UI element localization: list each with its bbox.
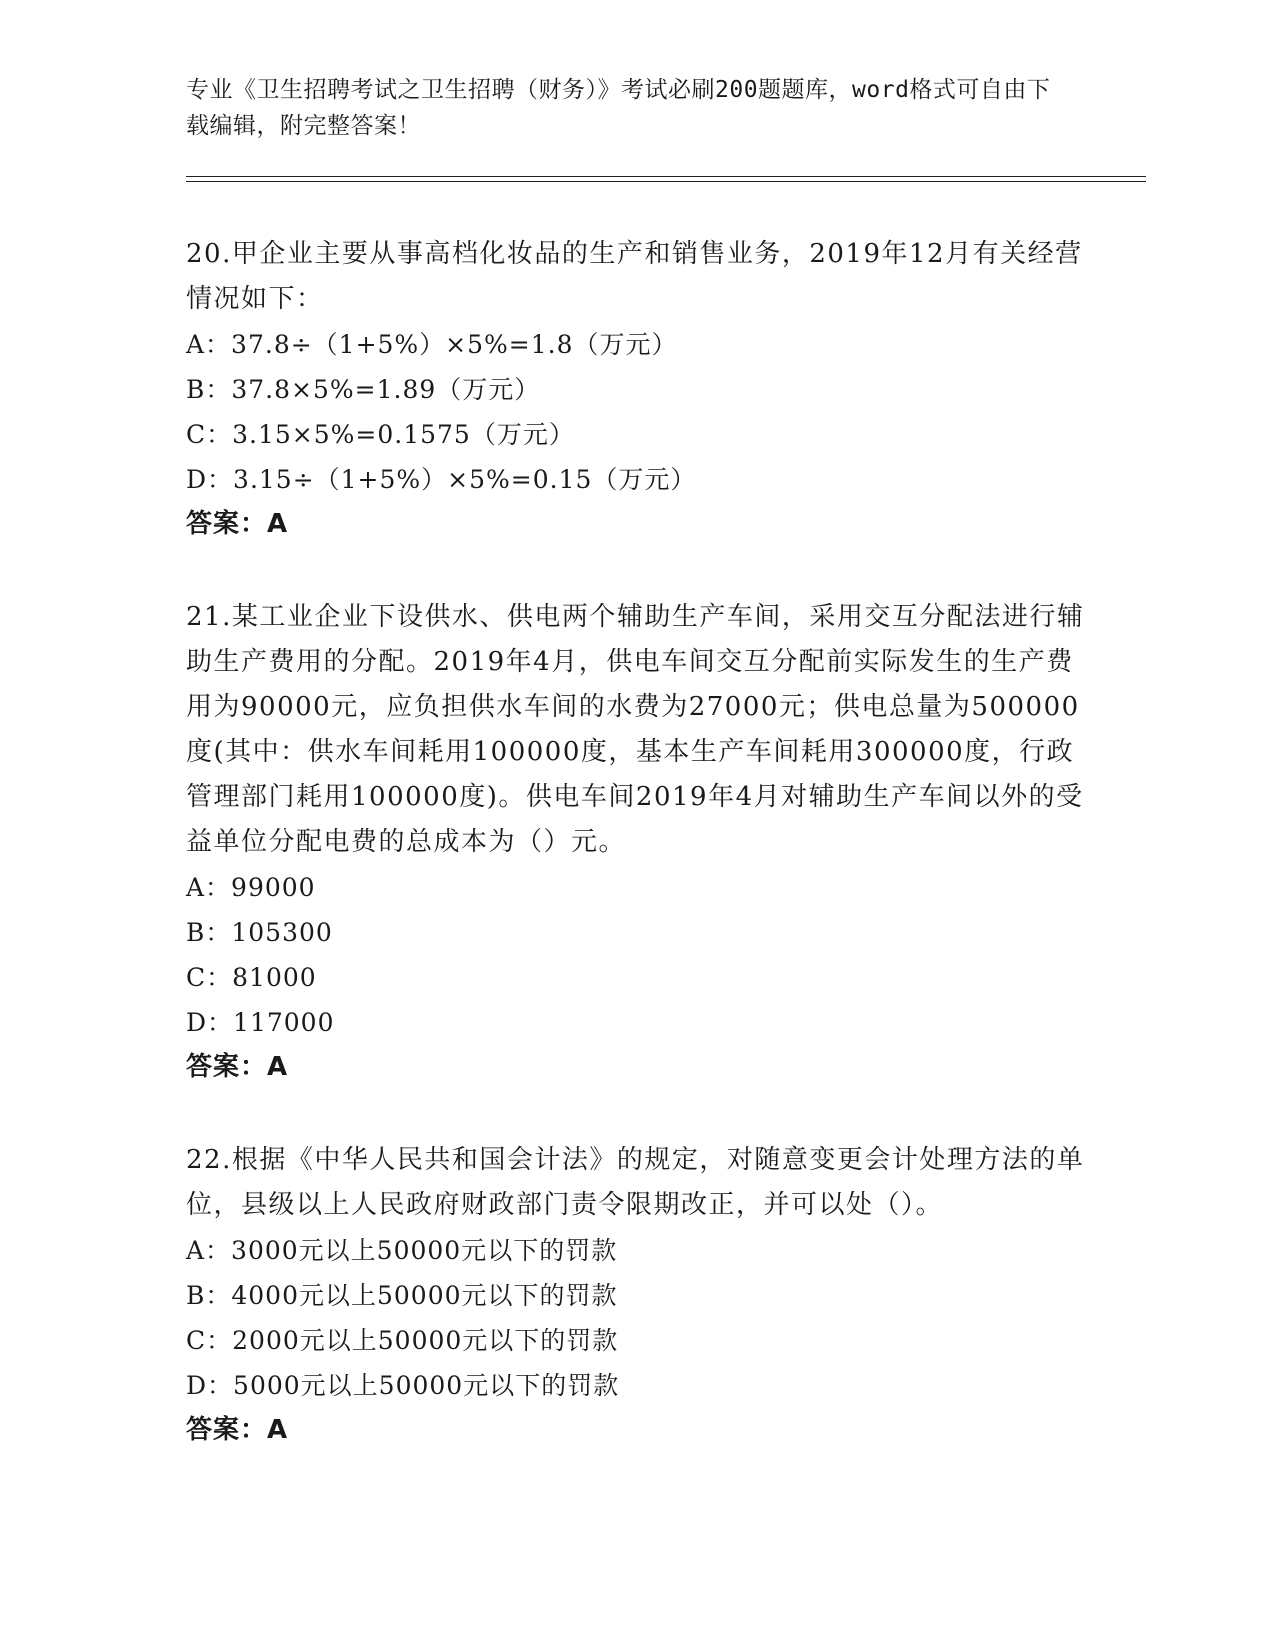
option-a: A：3000元以上50000元以下的罚款: [186, 1236, 618, 1265]
question-stem: 22.根据《中华人民共和国会计法》的规定，对随意变更会计处理方法的单位，县级以上人民政府财政部门责令限期改正，并可以处（）。: [186, 1145, 1085, 1220]
question-21: [186, 595, 1086, 1090]
answer-label: 答案：: [186, 509, 268, 539]
answer-line: [186, 1408, 1086, 1453]
option-d: D：3.15÷（1+5%）×5%=0.15（万元）: [186, 465, 697, 494]
option-c: C：2000元以上50000元以下的罚款: [186, 1326, 619, 1355]
option-c: C：3.15×5%=0.1575（万元）: [186, 420, 575, 449]
option-c: C：81000: [186, 963, 317, 992]
answer-label: 答案：: [186, 1052, 268, 1082]
answer-value: A: [267, 509, 289, 539]
option-d: D：5000元以上50000元以下的罚款: [186, 1371, 620, 1400]
question-list: [186, 232, 1086, 1501]
header-divider-top: [186, 176, 1146, 177]
answer-value: A: [267, 1052, 289, 1082]
answer-line: [186, 502, 1086, 547]
question-20: [186, 232, 1086, 547]
option-b: B：37.8×5%=1.89（万元）: [186, 375, 541, 404]
answer-label: 答案：: [186, 1415, 268, 1445]
answer-value: A: [267, 1415, 289, 1445]
question-stem: 21.某工业企业下设供水、供电两个辅助生产车间，采用交互分配法进行辅助生产费用的分配。2019年4月，供电车间交互分配前实际发生的生产费用为90000元，应负担供水车间的水费为27000元；供电总量为500000度(其中：供水车间耗用100000度，基本生产车间耗用300000度，行政管理部门耗用100000度)。供电车间2019年4月对辅助生产车间以外的受益单位分配电费的总成本为（）元。: [186, 602, 1085, 857]
header-divider-bottom: [186, 181, 1146, 182]
document-header: 专业《卫生招聘考试之卫生招聘（财务）》考试必刷200题题库，word格式可自由下载编辑，附完整答案！: [186, 77, 1051, 139]
option-a: A：99000: [186, 873, 316, 902]
answer-line: [186, 1045, 1086, 1090]
option-a: A：37.8÷（1+5%）×5%=1.8（万元）: [186, 330, 678, 359]
question-stem: 20.甲企业主要从事高档化妆品的生产和销售业务，2019年12月有关经营情况如下：: [186, 239, 1083, 314]
question-22: [186, 1138, 1086, 1453]
option-d: D：117000: [186, 1008, 335, 1037]
option-b: B：4000元以上50000元以下的罚款: [186, 1281, 618, 1310]
option-b: B：105300: [186, 918, 333, 947]
